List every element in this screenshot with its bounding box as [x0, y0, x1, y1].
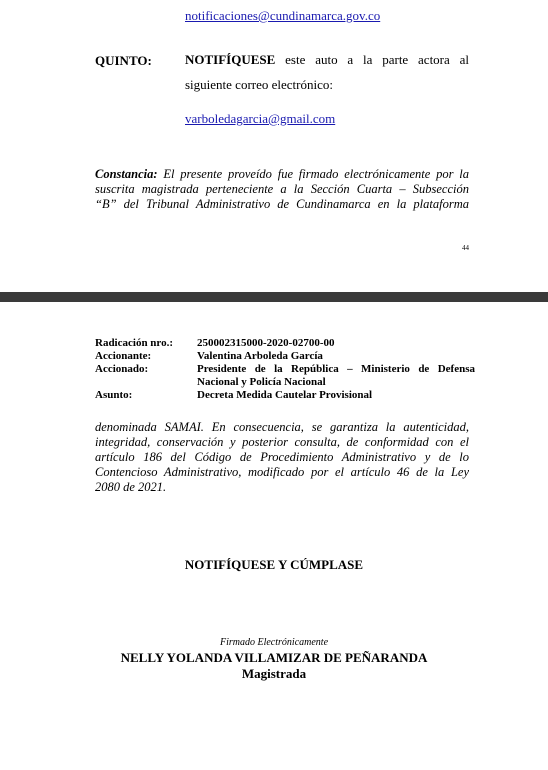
metadata-value: Valentina Arboleda García — [197, 350, 323, 362]
body-line-5: 2080 de 2021. — [95, 480, 167, 494]
quinto-label: QUINTO: — [95, 53, 152, 68]
metadata-key: Accionante: — [95, 350, 152, 362]
quinto-notifiquese: NOTIFÍQUESE — [185, 52, 276, 67]
constancia-line-2: suscrita magistrada perteneciente a la Sección Cuarta – Subsección — [95, 182, 469, 196]
email-link-gobernacion[interactable]: notificaciones@cundinamarca.gov.co — [185, 8, 381, 23]
metadata-row-accionado — [95, 363, 475, 389]
metadata-row-radicacion — [95, 337, 475, 350]
page-separator — [0, 292, 548, 302]
body-line-3: artículo 186 del Código de Procedimiento Administrativo y de lo — [95, 450, 469, 464]
quinto-line-1 — [185, 50, 469, 70]
constancia-line-1 — [95, 167, 469, 183]
quinto-line-2: siguiente correo electrónico: — [185, 77, 333, 92]
metadata-key: Accionado: — [95, 363, 149, 375]
closing-notifiquese: NOTIFÍQUESE Y CÚMPLASE — [184, 557, 364, 572]
metadata-value: 250002315000-2020-02700-00 — [197, 337, 335, 349]
signer-name: NELLY YOLANDA VILLAMIZAR DE PEÑARANDA — [120, 650, 428, 665]
metadata-value: Presidente de la República – Ministerio de Defensa Nacional y Policía Nacional — [197, 363, 475, 388]
constancia-line-3: “B” del Tribunal Administrativo de Cundinamarca en la plataforma — [95, 197, 469, 211]
document-page-top — [0, 0, 548, 292]
email-link-actora[interactable]: varboledagarcia@gmail.com — [185, 111, 336, 126]
metadata-row-asunto — [95, 389, 475, 402]
body-line-1: denominada SAMAI. En consecuencia, se garantiza la autenticidad, — [95, 420, 469, 434]
metadata-key: Asunto: — [95, 389, 133, 401]
metadata-row-accionante — [95, 350, 475, 363]
signer-title: Magistrada — [241, 666, 307, 681]
signed-electronically-label: Firmado Electrónicamente — [219, 637, 329, 648]
body-line-2: integridad, conservación y posterior consulta, de conformidad con el — [95, 435, 469, 449]
page-number: 44 — [462, 244, 469, 252]
metadata-key: Radicación nro.: — [95, 337, 174, 349]
document-page-bottom — [0, 302, 548, 770]
quinto-line-1-rest: este auto a la parte actora al — [275, 52, 469, 67]
constancia-label: Constancia: — [95, 167, 158, 181]
constancia-line-1-rest: El presente proveído fue firmado electrónicamente por la — [157, 167, 469, 181]
metadata-value: Decreta Medida Cautelar Provisional — [197, 389, 373, 401]
body-line-4: Contencioso Administrativo, modificado por el artículo 46 de la Ley — [95, 465, 469, 479]
